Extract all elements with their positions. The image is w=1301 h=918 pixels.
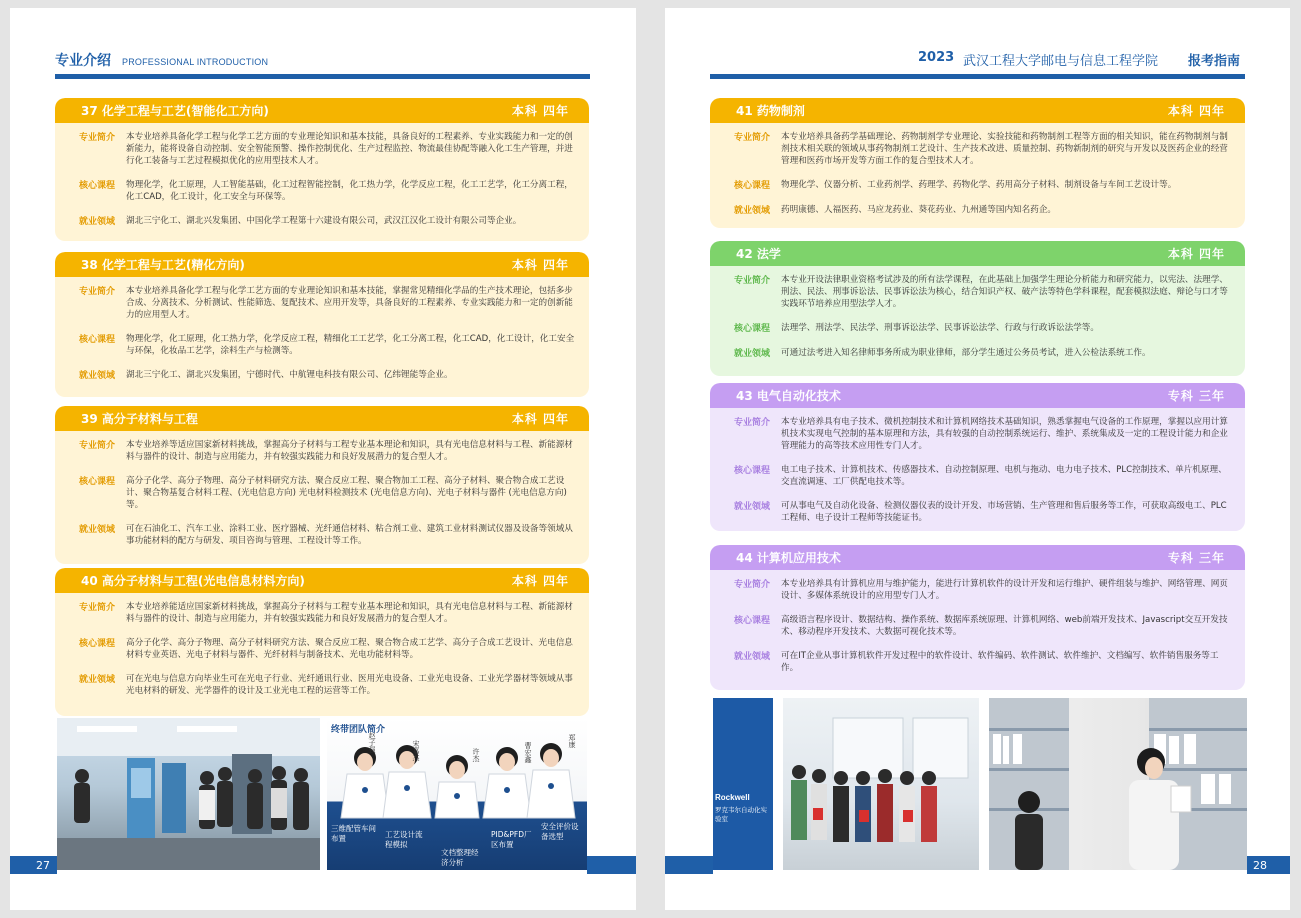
career-text: 可在石油化工、汽车工业、涂料工业、医疗器械、光纤通信材料、粘合剂工业、建筑工业材料测试仪器及设备等领域从事功能材料的配方与研发、项目咨询与管理、工程设计等工作。 — [126, 524, 573, 546]
right-page-number: 28 — [1247, 856, 1290, 874]
team-photo-title: 终带团队简介 — [331, 725, 386, 735]
core-row — [734, 614, 1231, 638]
right-header-guide: 报考指南 — [1188, 54, 1241, 69]
library-photo — [989, 698, 1247, 870]
core-label: 核心课程 — [734, 324, 771, 334]
core-label: 核心课程 — [79, 181, 116, 191]
left-header-subtitle: PROFESSIONAL INTRODUCTION — [122, 57, 269, 67]
intro-row — [734, 274, 1231, 310]
intro-label: 专业简介 — [734, 276, 771, 286]
right-header-year: 2023 — [918, 50, 955, 65]
career-text: 可通过法考进入知名律师事务所成为职业律师，部分学生通过公务员考试，进入公检法系统工作。 — [781, 348, 1151, 358]
intro-row — [79, 131, 575, 167]
major-card-header — [55, 98, 589, 123]
major-title: 41 药物制剂 — [736, 104, 805, 118]
intro-text: 本专业培养具备药学基础理论、药物制剂学专业理论、实验技能和药物制剂工程等方面的相关知识，能在药物制剂与制剂技术相关联的领域从事药物制剂工艺设计、生产技术改进、质量控制、药物新制剂的研究与开发以及医药企业的经营管理和医药市场开发等方面工作的复合型技术人才。 — [781, 132, 1228, 166]
lab-training-illustration — [57, 718, 320, 870]
major-card-37 — [55, 98, 589, 241]
major-card-header — [55, 252, 589, 277]
career-label: 就业领域 — [79, 371, 116, 381]
career-row — [79, 369, 575, 382]
intro-label: 专业简介 — [734, 133, 771, 143]
core-row — [734, 464, 1231, 488]
team-member-name: 曹宏鑫 — [524, 742, 532, 763]
core-text: 物理化学、仪器分析、工业药剂学、药理学、药物化学、药用高分子材料、制剂设备与车间工艺设计等。 — [781, 180, 1177, 190]
left-page-footer-bar — [587, 856, 636, 874]
major-card-header — [710, 383, 1245, 408]
team-member-name: 郑康 — [568, 734, 576, 748]
major-title: 38 化学工程与工艺(精化方向) — [81, 258, 245, 272]
major-degree: 本科 四年 — [511, 104, 569, 118]
core-label: 核心课程 — [734, 181, 771, 191]
core-text: 电工电子技术、计算机技术、传感器技术、自动控制原理、电机与拖动、电力电子技术、PLC控制技术、单片机原理、交直流调速、工厂供配电技术等。 — [781, 465, 1227, 487]
major-card-header — [55, 406, 589, 431]
core-row — [79, 333, 575, 357]
career-row — [79, 673, 575, 697]
career-row — [734, 500, 1231, 524]
lab-sign-text: 罗克韦尔自动化实验室 — [715, 806, 767, 823]
career-label: 就业领域 — [79, 525, 116, 535]
right-header-rule — [710, 74, 1245, 79]
core-label: 核心课程 — [79, 335, 116, 345]
intro-row — [734, 416, 1231, 452]
intro-text: 本专业培养具备化学工程与化学工艺方面的专业理论知识和基本技能，掌握常见精细化学品的生产技术理论，包括多步合成、分离技术、分析测试、性能筛选、复配技术、应用开发等，具备良好的工程素养、专业实践能力和一定的创新能力的应用型人才。 — [126, 286, 573, 320]
team-role-label: 工艺设计流程模拟 — [385, 830, 423, 849]
major-card-40 — [55, 568, 589, 716]
major-card-header — [710, 98, 1245, 123]
lab-group-photo — [713, 698, 979, 870]
left-page-number: 27 — [10, 856, 57, 874]
career-label: 就业领域 — [734, 206, 771, 216]
library-illustration — [989, 698, 1247, 870]
team-intro-photo — [327, 718, 587, 870]
lab-group-illustration — [713, 698, 979, 870]
core-row — [734, 179, 1231, 192]
core-label: 核心课程 — [79, 639, 116, 649]
major-card-44 — [710, 545, 1245, 690]
major-card-38 — [55, 252, 589, 397]
intro-label: 专业简介 — [79, 603, 116, 613]
team-role-label: PID&PFD厂区布置 — [491, 830, 532, 849]
lab-training-photo — [57, 718, 320, 870]
major-card-header — [710, 545, 1245, 570]
major-degree: 本科 四年 — [511, 412, 569, 426]
intro-row — [79, 601, 575, 625]
major-title: 37 化学工程与工艺(智能化工方向) — [81, 104, 269, 118]
career-text: 可从事电气及自动化设备、检测仪器仪表的设计开发、市场营销、生产管理和售后服务等工作，可获取高级电工、PLC工程师、电子设计工程师等技能证书。 — [781, 501, 1227, 523]
intro-label: 专业简介 — [79, 287, 116, 297]
core-text: 法理学、刑法学、民法学、刑事诉讼法学、民事诉讼法学、行政与行政诉讼法学等。 — [781, 323, 1099, 333]
core-row — [79, 475, 575, 511]
career-label: 就业领域 — [734, 502, 771, 512]
career-text: 可在IT企业从事计算机软件开发过程中的软件设计、软件编码、软件测试、软件维护、文档编写、软件销售服务等工作。 — [781, 651, 1219, 673]
career-text: 湖北三宁化工、湖北兴发集团、中国化学工程第十六建设有限公司，武汉江汉化工设计有限公司等企业。 — [126, 216, 522, 226]
team-role-label: 安全评价设备选型 — [541, 822, 579, 841]
team-member-name: 许杰 — [472, 748, 480, 762]
major-title: 40 高分子材料与工程(光电信息材料方向) — [81, 574, 305, 588]
major-card-43 — [710, 383, 1245, 531]
career-label: 就业领域 — [734, 349, 771, 359]
career-row — [734, 650, 1231, 674]
intro-row — [734, 131, 1231, 167]
intro-row — [734, 578, 1231, 602]
intro-row — [79, 285, 575, 321]
team-role-label: 三维配管车间布置 — [331, 824, 376, 843]
major-degree: 专科 三年 — [1167, 551, 1225, 565]
core-label: 核心课程 — [79, 477, 116, 487]
intro-label: 专业简介 — [79, 441, 116, 451]
career-row — [734, 204, 1231, 217]
major-card-42 — [710, 241, 1245, 376]
right-page-footer-bar — [665, 856, 713, 874]
major-card-header — [55, 568, 589, 593]
major-card-41 — [710, 98, 1245, 228]
major-card-39 — [55, 406, 589, 564]
core-text: 高分子化学、高分子物理、高分子材料研究方法、聚合反应工程、聚合物合成工艺学、高分子合成工艺设计、光电信息材料专业英语、光电子材料与器件、光纤材料与制备技术、光电功能材料等。 — [126, 638, 573, 660]
intro-row — [79, 439, 575, 463]
career-row — [79, 523, 575, 547]
left-header-rule — [55, 74, 590, 79]
major-title: 42 法学 — [736, 247, 781, 261]
core-text: 高级语言程序设计、数据结构、操作系统、数据库系统原理、计算机网络、web前端开发技术、Javascript交互开发技术、移动程序开发技术、大数据可视化技术等。 — [781, 615, 1228, 637]
career-label: 就业领域 — [79, 217, 116, 227]
core-row — [734, 322, 1231, 335]
core-row — [79, 637, 575, 661]
major-degree: 专科 三年 — [1167, 389, 1225, 403]
career-text: 可在光电与信息方向毕业生可在光电子行业、光纤通讯行业、医用光电设备、工业光电设备、工业光学器材等领域从事光电材料的研发、光学器件的设计及工业光电工程的运营等工作。 — [126, 674, 573, 696]
major-title: 44 计算机应用技术 — [736, 551, 841, 565]
left-header-title: 专业介绍 — [55, 53, 111, 69]
major-degree: 本科 四年 — [1167, 104, 1225, 118]
intro-text: 本专业开设法律职业资格考试涉及的所有法学课程，在此基础上加强学生理论分析能力和研究能力，以宪法、法理学、刑法、民法、刑事诉讼法、民事诉讼法为核心，结合知识产权、破产法等特色学科课程，配套模拟法庭、辩论与口才等实践环节培养应用型法学人才。 — [781, 275, 1228, 309]
intro-text: 本专业培养具有计算机应用与维护能力，能进行计算机软件的设计开发和运行维护、硬件组装与维护、网络管理、网页设计、多媒体系统设计的应用型专门人才。 — [781, 579, 1228, 601]
career-row — [734, 347, 1231, 360]
core-text: 高分子化学、高分子物理、高分子材料研究方法、聚合反应工程、聚合物加工工程、高分子材料、聚合物合成工艺设计、聚合物基复合材料工程、(光电信息方向) 光电材料检测技术 (光电信息方向)、光电子材料与器件 (光电信息方向) 等。 — [126, 476, 567, 510]
career-label: 就业领域 — [734, 652, 771, 662]
career-label: 就业领域 — [79, 675, 116, 685]
team-member-name: 宋嘉杰 — [412, 740, 420, 761]
core-label: 核心课程 — [734, 616, 771, 626]
intro-label: 专业简介 — [79, 133, 116, 143]
core-text: 物理化学，化工原理，人工智能基础，化工过程智能控制，化工热力学，化学反应工程，化工工艺学，化工分离工程，化工CAD，化工设计，化工安全与环保等。 — [126, 180, 573, 202]
lab-sign-brand: Rockwell — [715, 793, 750, 802]
major-title: 39 高分子材料与工程 — [81, 412, 198, 426]
intro-text: 本专业培养等适应国家新材料挑战，掌握高分子材料与工程专业基本理论和知识，具有光电信息材料与工程、新能源材料与器件的设计、制造与应用能力，并有较强实践能力和良好发展潜力的复合型人才。 — [126, 440, 573, 462]
major-degree: 本科 四年 — [1167, 247, 1225, 261]
major-degree: 本科 四年 — [511, 574, 569, 588]
core-row — [79, 179, 575, 203]
intro-label: 专业简介 — [734, 580, 771, 590]
core-label: 核心课程 — [734, 466, 771, 476]
right-header-school: 武汉工程大学邮电与信息工程学院 — [963, 54, 1159, 69]
major-degree: 本科 四年 — [511, 258, 569, 272]
career-text: 药明康德、人福医药、马应龙药业、葵花药业、九州通等国内知名药企。 — [781, 205, 1057, 215]
team-role-label: 文档整理经济分析 — [441, 848, 479, 867]
intro-text: 本专业培养能适应国家新材料挑战，掌握高分子材料与工程专业基本理论和知识，具有光电信息材料与工程、新能源材料与器件的设计、制造与应用能力，并有较强实践能力和良好发展潜力的复合型人才。 — [126, 602, 573, 624]
major-card-header — [710, 241, 1245, 266]
intro-text: 本专业培养具备化学工程与化学工艺方面的专业理论知识和基本技能，具备良好的工程素养、专业实践能力和一定的创新能力，能将设备自动控制、安全智能预警、操作控制优化、生产过程监控、物流最佳协配等融入化工生产管理，并进行化工装备与工艺过程模拟优化的应用型技术人才。 — [126, 132, 573, 166]
career-row — [79, 215, 575, 228]
team-member-name: 赵子强 — [368, 732, 376, 753]
core-text: 物理化学，化工原理，化工热力学，化学反应工程，精细化工工艺学，化工分离工程，化工CAD，化工设计，化工安全与环保，化妆品工艺学，涂料生产与检测等。 — [126, 334, 575, 356]
intro-text: 本专业培养具有电子技术、微机控制技术和计算机网络技术基础知识，熟悉掌握电气设备的工作原理，掌握以应用计算机技术实现电气控制的基本原理和方法，具有较强的自动控制系统运行、维护、系统集成及一定的工程设计能力和企业管理能力的高等技术应用性专门人才。 — [781, 417, 1228, 451]
major-title: 43 电气自动化技术 — [736, 389, 841, 403]
intro-label: 专业简介 — [734, 418, 771, 428]
right-page — [665, 8, 1290, 910]
left-page — [10, 8, 636, 910]
career-text: 湖北三宁化工、湖北兴发集团，宁德时代、中航锂电科技有限公司、亿纬锂能等企业。 — [126, 370, 453, 380]
